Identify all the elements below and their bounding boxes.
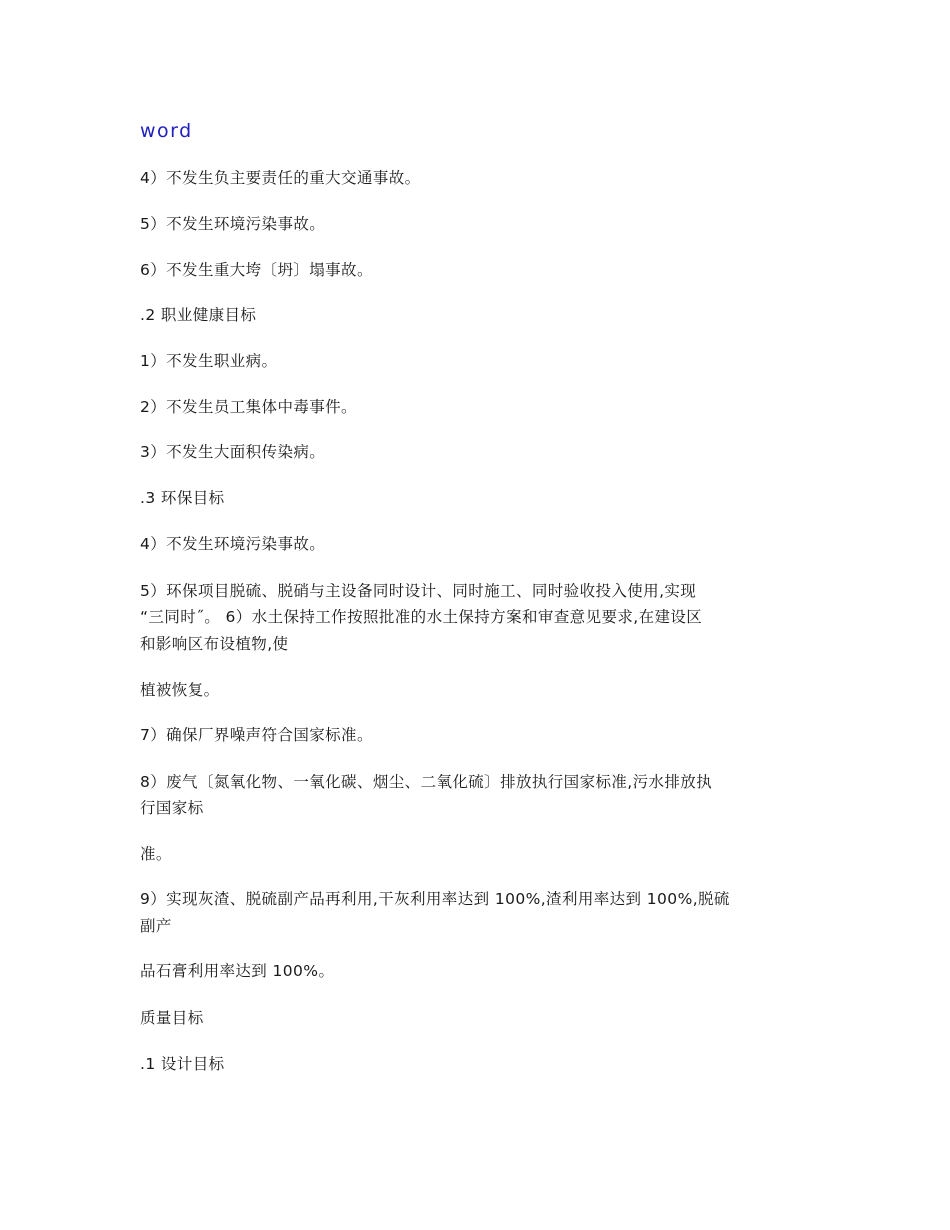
text-line: 1）不发生职业病。	[140, 352, 278, 370]
text-line: 5）环保项目脱硫、脱硝与主设备同时设计、同时施工、同时验收投入使用,实现	[140, 582, 697, 600]
text-line: 4）不发生环境污染事故。	[140, 535, 326, 553]
text-line: 3）不发生大面积传染病。	[140, 443, 326, 461]
text-line: 8）废气〔氮氧化物、一氧化碳、烟尘、二氧化硫〕排放执行国家标准,污水排放执	[140, 773, 713, 791]
section-heading: .3 环保目标	[140, 489, 225, 507]
text-line: 6）不发生重大垮〔坍〕塌事故。	[140, 261, 373, 279]
text-line: “三同时˝。 6）水土保持工作按照批准的水土保持方案和审查意见要求,在建设区	[140, 608, 703, 626]
section-heading: .2 职业健康目标	[140, 306, 257, 324]
text-line: 行国家标	[140, 799, 204, 817]
header-word: word	[140, 120, 193, 142]
section-heading: 质量目标	[140, 1009, 204, 1027]
text-line: 副产	[140, 917, 172, 935]
text-line: 5）不发生环境污染事故。	[140, 215, 326, 233]
text-line: 植被恢复。	[140, 681, 220, 699]
text-line: 4）不发生负主要责任的重大交通事故。	[140, 169, 421, 187]
section-heading: .1 设计目标	[140, 1055, 225, 1073]
text-line: 7）确保厂界噪声符合国家标准。	[140, 726, 373, 744]
text-line: 品石膏利用率达到 100%。	[140, 962, 335, 980]
text-line: 9）实现灰渣、脱硫副产品再利用,干灰利用率达到 100%,渣利用率达到 100%,脱硫	[140, 890, 730, 908]
text-line: 准。	[140, 845, 172, 863]
text-line: 2）不发生员工集体中毒事件。	[140, 398, 357, 416]
text-line: 和影响区布设植物,使	[140, 635, 289, 653]
